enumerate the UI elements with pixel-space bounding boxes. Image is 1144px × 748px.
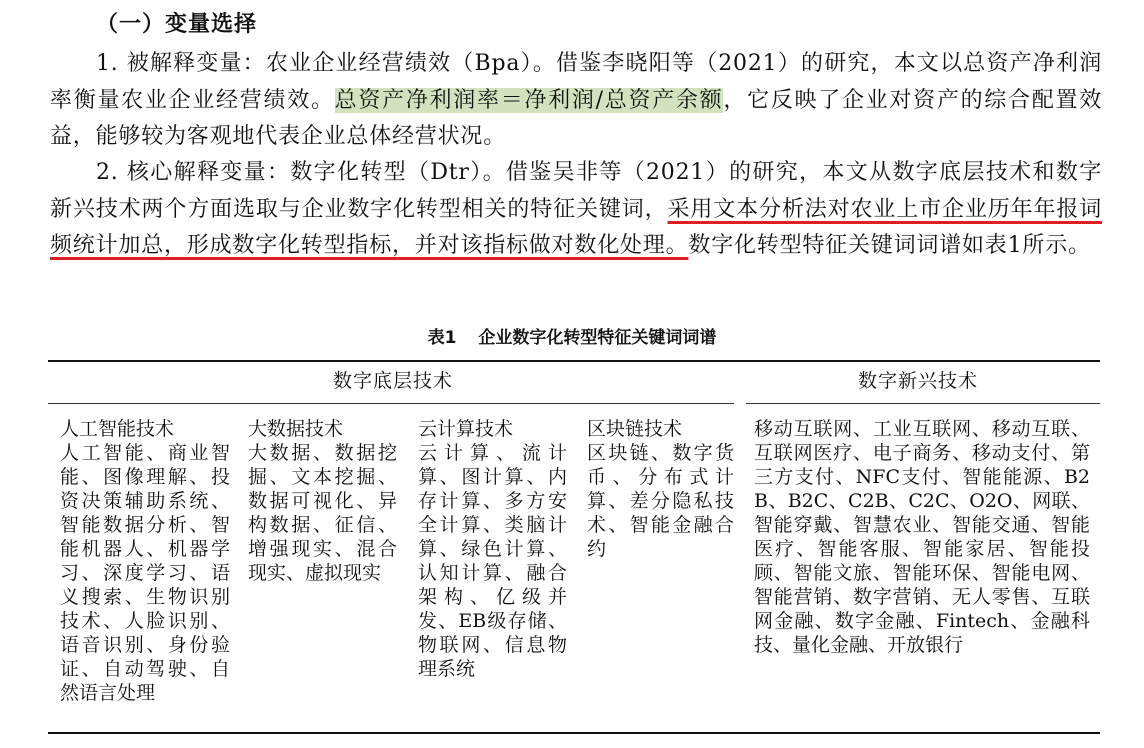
table-caption-label: 表1 <box>427 328 457 348</box>
table-group-rule-right <box>746 403 1100 404</box>
highlighted-formula: 总资产净利润率＝净利润/总资产余额 <box>334 87 724 113</box>
column-title-cloud: 云计算技术 <box>418 418 514 440</box>
column-title-blockchain: 区块链技术 <box>587 418 683 440</box>
group-header-emerging-tech: 数字新兴技术 <box>858 370 979 392</box>
paragraph2-text-end: 数字化转型特征关键词词谱如表1所示。 <box>688 233 1091 259</box>
paragraph-core-variable <box>50 155 1102 265</box>
paragraph2-text-start: 2. 核心解释变量：数字化转型（Dtr）。借鉴吴非等（2021）的研究，本文从数字底层技术和数字新兴技术两个方面选取与企业数字化转型相关的特征关键词， <box>50 160 1102 222</box>
table-cell-big-data <box>248 417 397 585</box>
table-caption <box>0 323 1144 353</box>
column-keywords-cloud: 云计算、流计算、图计算、内存计算、多方安全计算、类脑计算、绿色计算、认知计算、融合架构、亿级并发、EB级存储、物联网、信息物理系统 <box>418 442 567 680</box>
table-group-rule-left <box>48 403 734 404</box>
table-caption-title: 企业数字化转型特征关键词词谱 <box>478 328 717 348</box>
column-keywords-ai: 人工智能、商业智能、图像理解、投资决策辅助系统、智能数据分析、智能机器人、机器学习、深度学习、语义搜索、生物识别技术、人脸识别、语音识别、身份验证、自动驾驶、自然语言处理 <box>60 442 230 704</box>
paragraph-dependent-variable <box>50 46 1102 156</box>
keyword-table <box>48 360 1100 735</box>
column-keywords-big-data: 大数据、数据挖掘、文本挖掘、数据可视化、异构数据、征信、增强现实、混合现实、虚拟现实 <box>248 442 397 584</box>
table-cell-blockchain <box>587 417 734 561</box>
column-keywords-blockchain: 区块链、数字货币、分布式计算、差分隐私技术、智能金融合约 <box>587 442 734 560</box>
section-heading: （一）变量选择 <box>96 12 258 37</box>
table-bottom-rule <box>48 732 1100 734</box>
group-header-underlying-tech: 数字底层技术 <box>333 370 454 392</box>
table-top-rule <box>48 360 1100 362</box>
paragraph1-text-end: ，它反映了企业对资产的综合配置效益，能够较为客观地代表企业总体经营状况。 <box>50 87 1102 150</box>
red-underlined-method: 采用文本分析法对农业上市企业历年年报词频统计加总，形成数字化转型指标，并对该指标做对数化处理。 <box>50 196 1102 259</box>
table-cell-emerging <box>754 417 1090 657</box>
column-title-ai: 人工智能技术 <box>60 418 175 440</box>
paragraph1-text-start: 1. 被解释变量：农业企业经营绩效（Bpa）。借鉴李晓阳等（2021）的研究，本文以总资产净利润率衡量农业企业经营绩效。 <box>50 51 1102 113</box>
column-keywords-emerging: 移动互联网、工业互联网、移动互联、互联网医疗、电子商务、移动支付、第三方支付、NFC支付、智能能源、B2B、B2C、C2B、C2C、O2O、网联、智能穿戴、智慧农业、智能交通、智能医疗、智能客服、智能家居、智能投顾、智能文旅、智能环保、智能电网、智能营销、数字营销、无人零售、互联网金融、数字金融、Fintech、金融科技、量化金融、开放银行 <box>754 418 1090 656</box>
column-title-big-data: 大数据技术 <box>248 418 344 440</box>
table-cell-ai <box>60 417 230 705</box>
table-cell-cloud <box>418 417 567 681</box>
